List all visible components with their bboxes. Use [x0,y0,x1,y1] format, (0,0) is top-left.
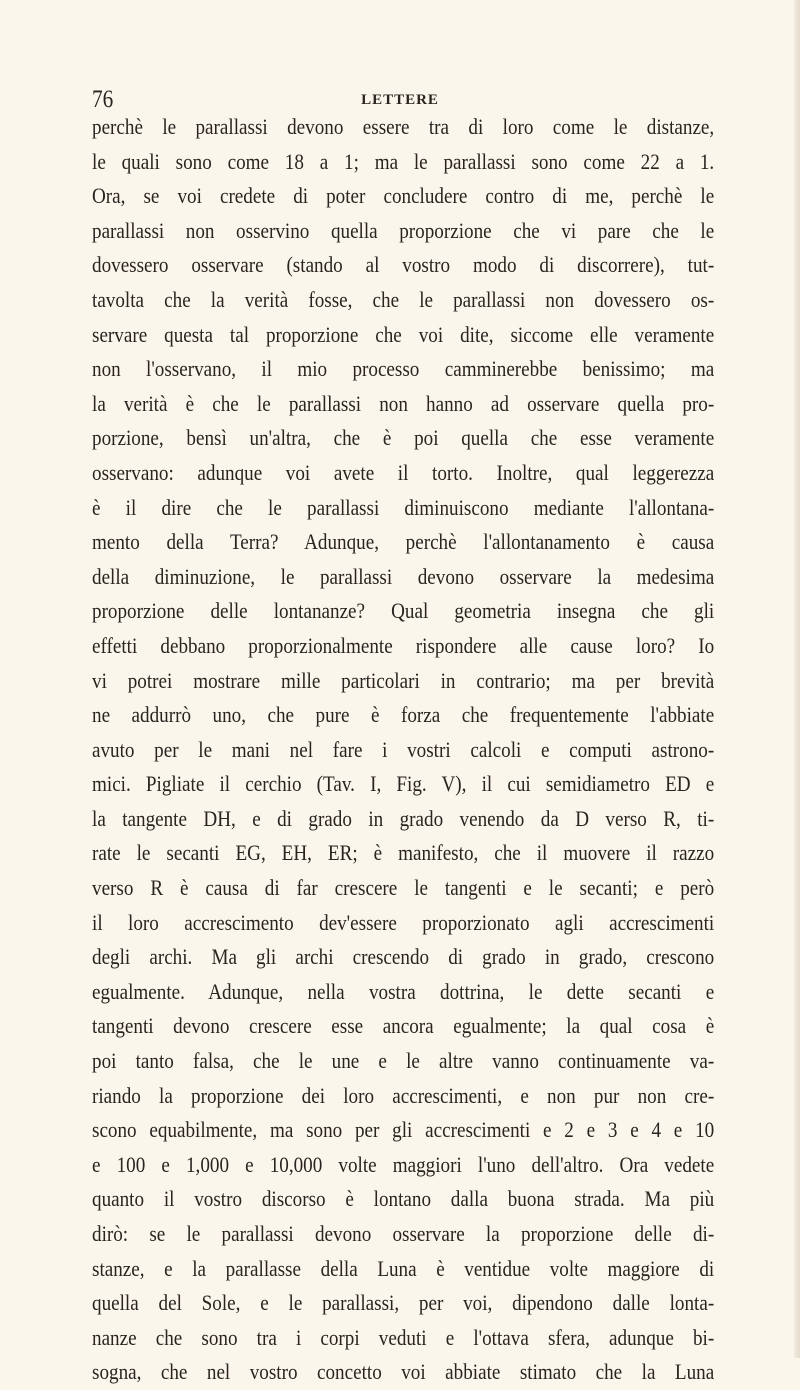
text-line: osservano: adunque voi avete il torto. Inoltre, qual leggerezza [92,459,715,485]
text-line: effetti debbano proporzionalmente rispondere alle cause loro? Io [92,632,715,658]
text-line: nanze che sono tra i corpi veduti e l'ottava sfera, adunque bi- [92,1324,715,1350]
text-line: mento della Terra? Adunque, perchè l'allontanamento è causa [92,529,715,555]
text-line: è il dire che le parallassi diminuiscono mediante l'allontana- [92,494,715,520]
text-line: dovessero osservare (stando al vostro modo di discorrere), tut- [92,252,715,278]
page-number: 76 [92,86,114,113]
text-line: sogna, che nel vostro concetto voi abbiate stimato che la Luna [92,1359,715,1385]
text-line: verso R è causa di far crescere le tangenti e le secanti; e però [92,875,715,901]
text-line: dirò: se le parallassi devono osservare la proporzione delle di- [92,1221,715,1246]
text-line: egualmente. Adunque, nella vostra dottrina, le dette secanti e [92,978,715,1004]
text-line: della diminuzione, le parallassi devono osservare la medesima [92,563,715,589]
text-line: stanze, e la parallasse della Luna è ventidue volte maggiore di [92,1255,715,1281]
text-line: le quali sono come 18 a 1; ma le parallassi sono come 22 a 1. [92,148,715,174]
running-title: LETTERE [361,92,439,108]
text-line: non l'osservano, il mio processo camminerebbe benissimo; ma [92,356,715,382]
text-line: proporzione delle lontananze? Qual geometria insegna che gli [92,598,715,624]
text-line: scono equabilmente, ma sono per gli accrescimenti e 2 e 3 e 4 e 10 [92,1117,715,1143]
text-line: avuto per le mani nel fare i vostri calcoli e computi astrono- [92,736,715,762]
text-line: porzione, bensì un'altra, che è poi quella che esse veramente [92,425,715,451]
text-line: quella del Sole, e le parallassi, per voi, dipendono dalle lonta- [92,1290,715,1316]
text-line: la tangente DH, e di grado in grado venendo da D verso R, ti- [92,805,715,831]
text-line: il loro accrescimento dev'essere proporzionato agli accrescimenti [92,909,715,935]
text-line: vi potrei mostrare mille particolari in contrario; ma per brevità [92,667,715,693]
text-line: Ora, se voi credete di poter concludere contro di me, perchè le [92,183,715,209]
text-line: parallassi non osservino quella proporzione che vi pare che le [92,217,715,243]
body-text [92,110,800,1390]
text-line: rate le secanti EG, EH, ER; è manifesto, che il muovere il razzo [92,840,715,866]
text-line: servare questa tal proporzione che voi dite, siccome elle veramente [92,321,715,347]
text-line: e 100 e 1,000 e 10,000 volte maggiori l'uno dell'altro. Ora vedete [92,1151,715,1177]
text-line: degli archi. Ma gli archi crescendo di grado in grado, crescono [92,944,715,970]
text-line: tangenti devono crescere esse ancora egualmente; la qual cosa è [92,1013,715,1039]
text-line: la verità è che le parallassi non hanno ad osservare quella pro- [92,390,715,416]
text-line: riando la proporzione dei loro accrescimenti, e non pur non cre- [92,1082,715,1108]
text-line: mici. Pigliate il cerchio (Tav. I, Fig. V), il cui semidiametro ED e [92,771,715,797]
text-line: tavolta che la verità fosse, che le parallassi non dovessero os- [92,286,715,312]
text-line: perchè le parallassi devono essere tra di loro come le distanze, [92,114,715,139]
text-line: quanto il vostro discorso è lontano dalla buona strada. Ma più [92,1186,715,1212]
text-line: ne addurrò uno, che pure è forza che frequentemente l'abbiate [92,702,715,728]
text-line: poi tanto falsa, che le une e le altre vanno continuamente va- [92,1048,715,1074]
